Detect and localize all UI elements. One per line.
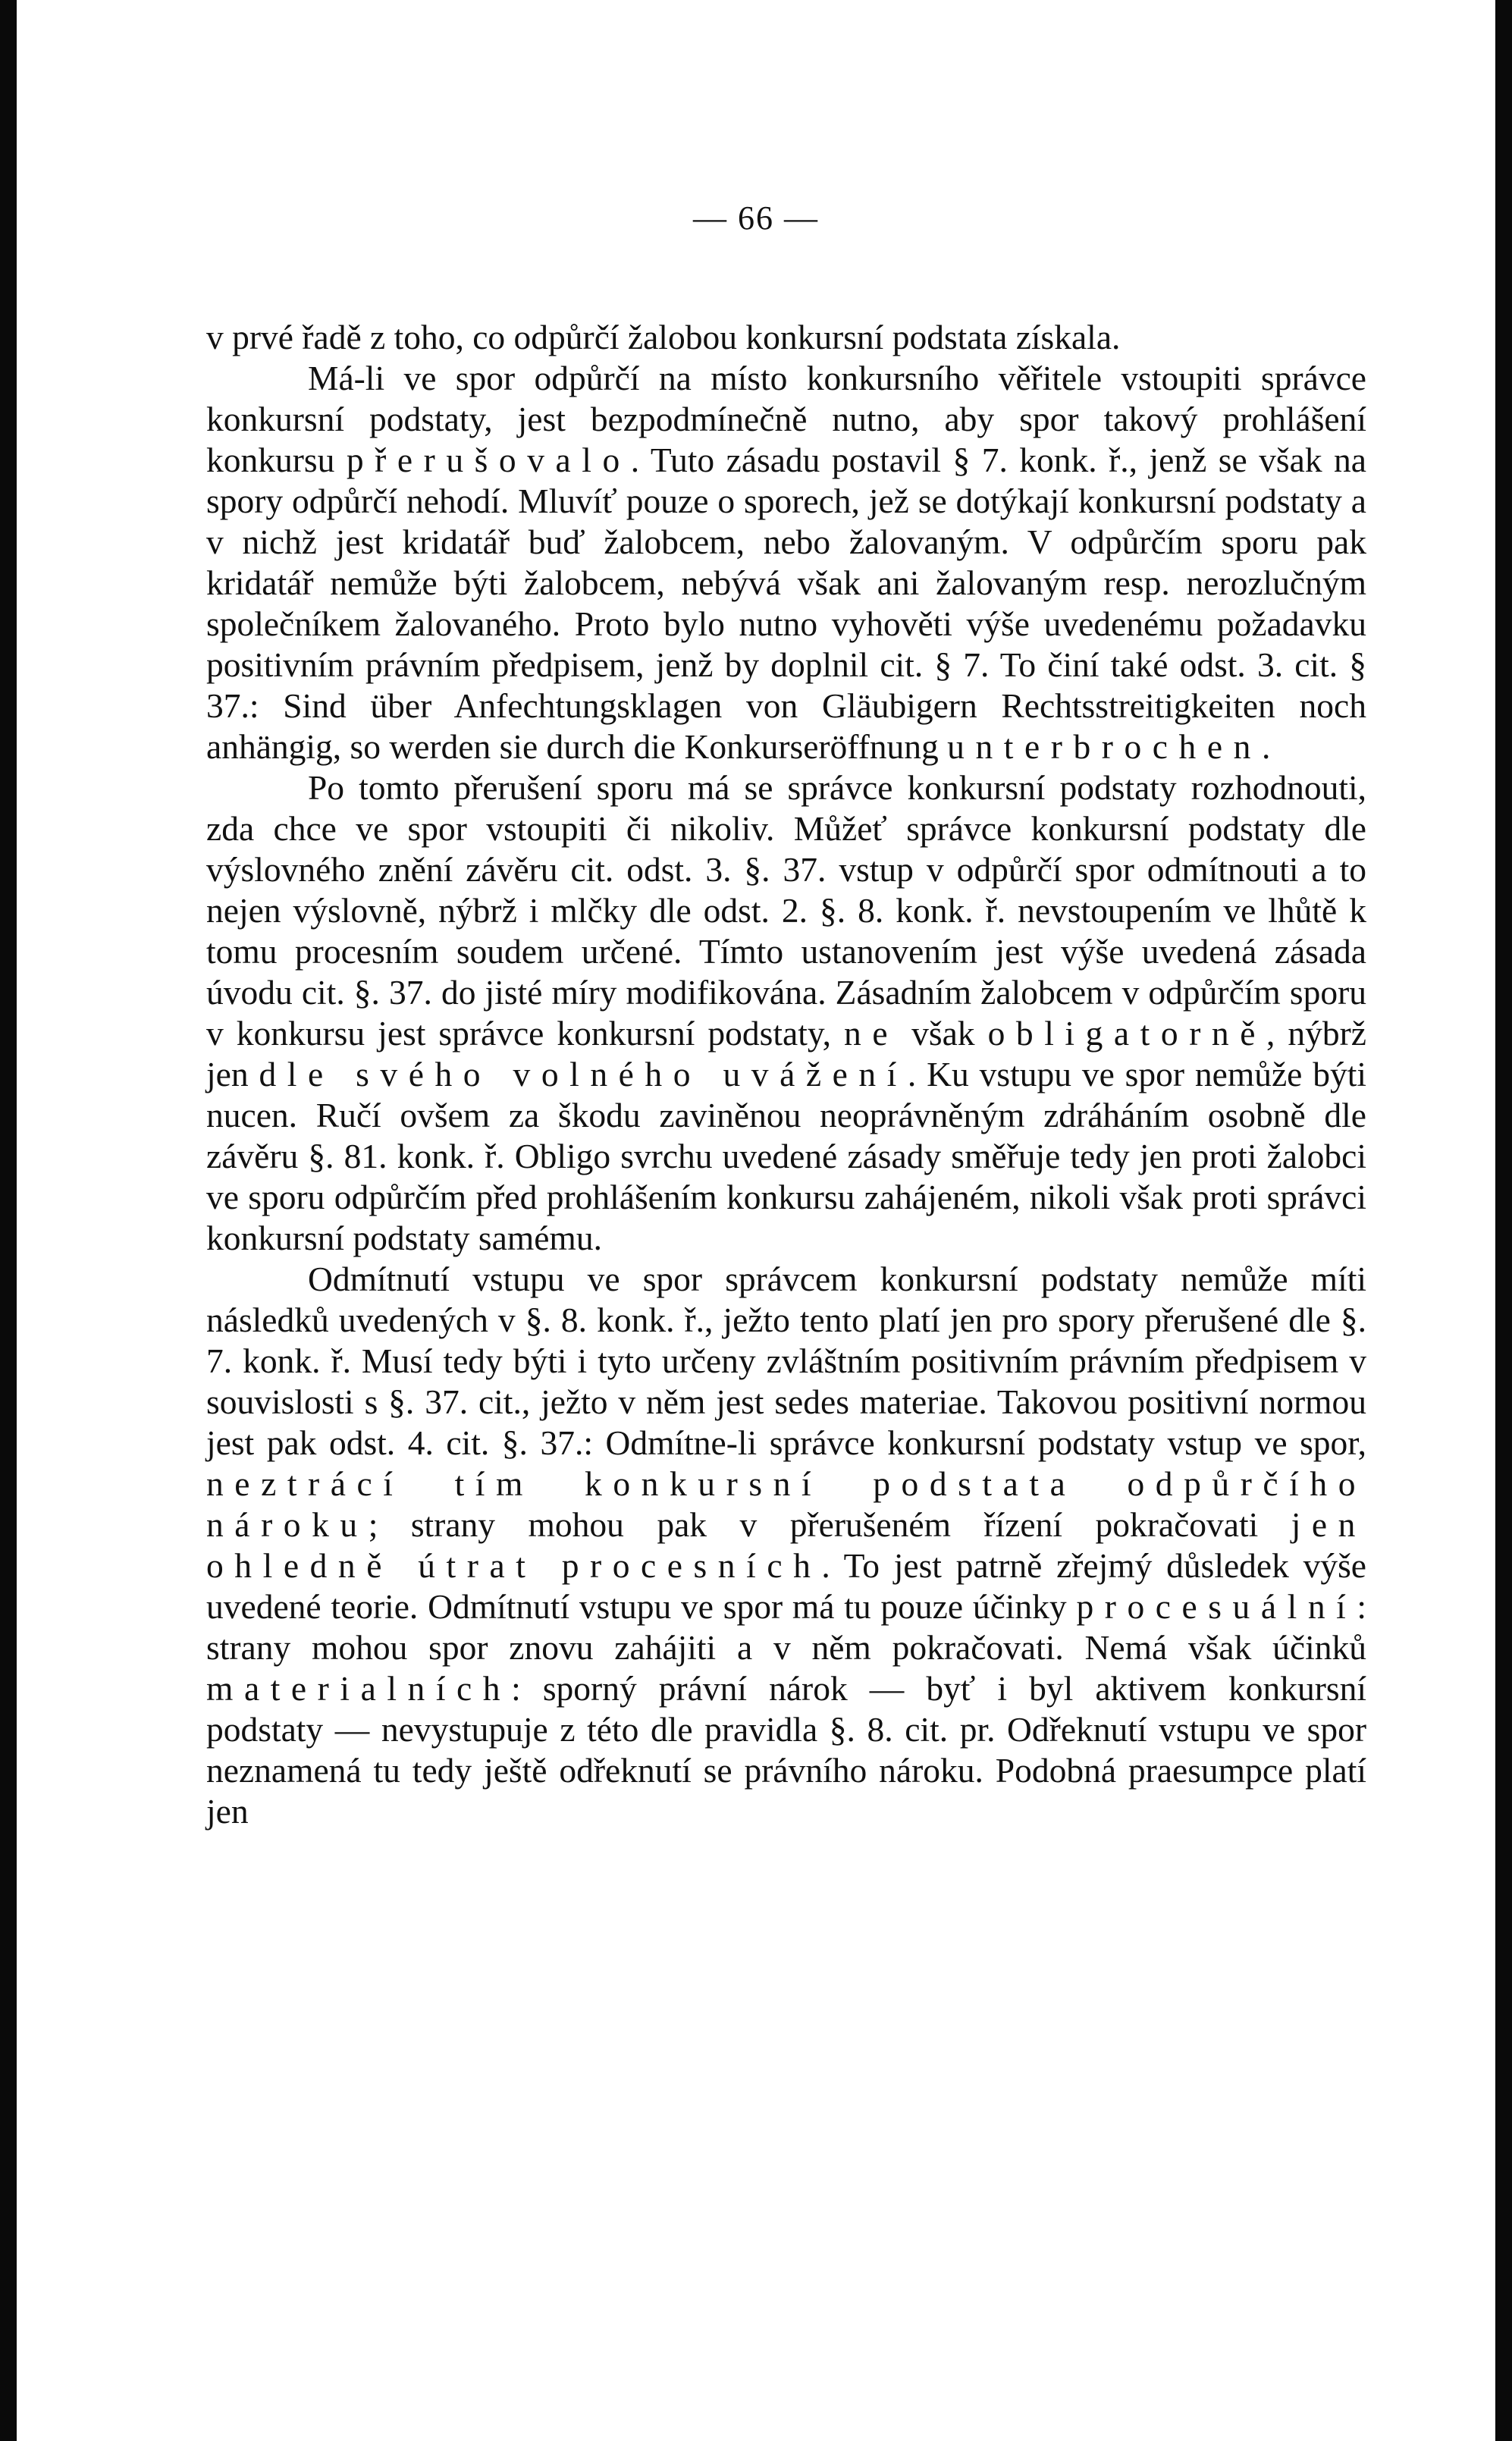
- text-run: . Tuto zásadu postavil § 7. konk. ř., jenž se však na spory odpůrčí nehodí. Mluvíť pouze o sporech, jež se dotýkají konkursní podstaty a v nichž jest kridatář buď žalobcem, nebo žalovaným. V odpůrčím sporu pak kridatář nemůže býti žalobcem, nebývá však ani žalovaným resp. nerozlučným společníkem žalovaného. Proto bylo nutno vyhověti výše uvedenému požadavku positivním právním předpisem, jenž by doplnil cit. § 7. To činí také odst. 3. cit. § 37.: Sind über Anfechtungsklagen von Gläubigern Rechtsstreitigkeiten noch anhängig, so werden sie durch die Konkurseröffnung: [206, 441, 1366, 766]
- emphasis-spaced: dle svého volného uvážení: [259, 1055, 908, 1093]
- emphasis-spaced: materialních: [206, 1669, 512, 1708]
- text-run: Po tomto přerušení sporu má se správce konkursní podstaty rozhodnouti, zda chce ve spor vstoupiti či nikoliv. Můžeť správce konkursní podstaty dle výslovného znění závěru cit. odst. 3. §. 37. vstup v odpůrčí spor odmítnouti a to nejen výslovně, nýbrž i mlčky dle odst. 2. §. 8. konk. ř. nevstoupením ve lhůtě k tomu procesním soudem určené. Tímto ustanovením jest výše uvedená zásada úvodu cit. §. 37. do jisté míry modifikována. Zásadním žalobcem v odpůrčím sporu v konkursu jest správce konkursní podstaty,: [206, 768, 1366, 1053]
- text-run: však: [899, 1014, 988, 1053]
- paragraph-continuation: [206, 317, 1366, 358]
- text-run: : sporný právní nárok — byť i byl aktivem konkursní podstaty — nevystupuje z této dle pravidla §. 8. cit. pr. Odřeknutí vstupu ve spor neznamená tu tedy ještě odřeknutí se právního nároku. Podobná praesumpce platí jen: [206, 1669, 1366, 1831]
- emphasis-spaced: přerušovalo: [346, 441, 631, 479]
- text-run: : strany mohou spor znovu zahájiti a v něm pokračovati. Nemá však účinků: [206, 1587, 1366, 1667]
- text-run: , nýbrž jen: [206, 1014, 1366, 1093]
- text-run: ; strany mohou pak v přerušeném řízení pokračovati: [368, 1505, 1291, 1544]
- emphasis-spaced: ne: [844, 1014, 899, 1053]
- text-run: Má-li ve spor odpůrčí na místo konkursního věřitele vstoupiti správce konkursní podstaty, jest bezpodmínečně nutno, aby spor takový prohlášení konkursu: [206, 359, 1366, 479]
- paragraph-rozhodnuti-spravce: [206, 767, 1366, 1259]
- emphasis-spaced: unterbrochen: [947, 727, 1262, 766]
- text-run: .: [1261, 727, 1271, 766]
- paragraph-odmitnuti-vstupu: [206, 1259, 1366, 1832]
- text-run: . Ku vstupu ve spor nemůže býti nucen. Ručí ovšem za škodu zaviněnou neoprávněným zdráháním osobně dle závěru §. 81. konk. ř. Obligo svrchu uvedené zásady směřuje tedy jen proti žalobci ve sporu odpůrčím před prohlášením konkursu zahájeném, nikoli však proti správci konkursní podstaty samému.: [206, 1055, 1366, 1257]
- book-page: [17, 0, 1495, 2441]
- emphasis-spaced: procesuální: [1076, 1587, 1357, 1626]
- body-text: [206, 317, 1366, 1832]
- text-run: Odmítnutí vstupu ve spor správcem konkursní podstaty nemůže míti následků uvedených v §. 8. konk. ř., ježto tento platí jen pro spory přerušené dle §. 7. konk. ř. Musí tedy býti i tyto určeny zvláštním positivním právním předpisem v souvislosti s §. 37. cit., ježto v něm jest sedes materiae. Takovou positivní normou jest pak odst. 4. cit. §. 37.: Odmítne-li správce konkursní podstaty vstup ve spor,: [206, 1260, 1366, 1462]
- emphasis-spaced: jen ohledně útrat procesních: [206, 1505, 1366, 1585]
- paragraph-spor-prerusovani: [206, 358, 1366, 767]
- text-run: v prvé řadě z toho, co odpůrčí žalobou konkursní podstata získala.: [206, 318, 1121, 356]
- emphasis-spaced: obligatorně: [987, 1014, 1266, 1053]
- page-number: — 66 —: [693, 199, 819, 237]
- text-run: . To jest patrně zřejmý důsledek výše uvedené teorie. Odmítnutí vstupu ve spor má tu pouze účinky: [206, 1546, 1366, 1626]
- emphasis-spaced: neztrácí tím konkursní podstata odpůrčího nároku: [206, 1464, 1366, 1544]
